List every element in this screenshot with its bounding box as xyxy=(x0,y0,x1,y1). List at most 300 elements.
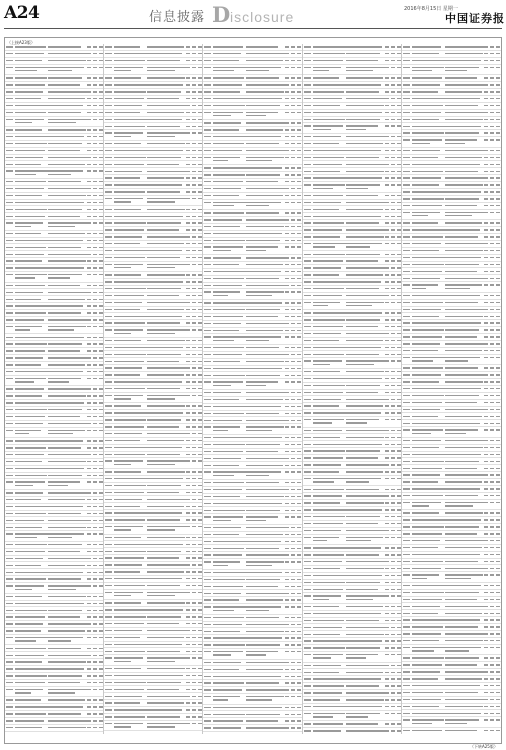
table-row xyxy=(104,279,202,286)
table-row xyxy=(303,220,401,227)
table-row xyxy=(402,603,501,610)
table-row xyxy=(303,75,401,82)
table-row xyxy=(5,414,103,421)
table-row xyxy=(5,148,103,155)
table-row xyxy=(104,338,202,345)
table-row xyxy=(104,286,202,293)
table-row xyxy=(104,541,202,548)
table-row xyxy=(5,341,103,348)
table-row xyxy=(5,155,103,162)
table-row xyxy=(402,386,501,393)
table-row xyxy=(203,172,301,179)
table-row xyxy=(203,590,301,597)
table-row xyxy=(203,44,301,51)
table-row xyxy=(402,572,501,583)
table-row xyxy=(402,617,501,624)
page-number: A24 xyxy=(4,3,40,23)
table-row xyxy=(303,376,401,383)
table-row xyxy=(203,51,301,58)
table-row xyxy=(303,410,401,417)
table-row xyxy=(104,707,202,714)
table-row xyxy=(104,655,202,666)
table-row xyxy=(5,393,103,400)
table-row xyxy=(104,445,202,452)
table-row xyxy=(203,462,301,469)
table-row xyxy=(303,200,401,207)
table-row xyxy=(402,372,501,379)
table-row xyxy=(5,666,103,673)
table-row xyxy=(203,96,301,103)
table-row xyxy=(402,690,501,697)
table-column xyxy=(104,44,203,734)
table-row xyxy=(402,545,501,552)
table-row xyxy=(303,310,401,317)
header-rule xyxy=(4,28,502,29)
table-row xyxy=(203,725,301,732)
table-row xyxy=(104,535,202,542)
table-row xyxy=(402,182,501,189)
table-row xyxy=(402,210,501,221)
table-row xyxy=(303,141,401,148)
table-row xyxy=(303,521,401,528)
table-row xyxy=(303,566,401,573)
table-row xyxy=(5,732,103,734)
table-row xyxy=(203,141,301,148)
table-row xyxy=(203,366,301,373)
table-row xyxy=(402,638,501,645)
table-row xyxy=(104,569,202,576)
table-row xyxy=(104,590,202,601)
table-row xyxy=(203,649,301,660)
table-row xyxy=(104,248,202,255)
masthead xyxy=(0,0,506,26)
table-row xyxy=(104,255,202,262)
table-row xyxy=(203,642,301,649)
table-row xyxy=(5,687,103,698)
table-row xyxy=(203,379,301,390)
table-row xyxy=(203,514,301,525)
table-row xyxy=(5,334,103,341)
table-row xyxy=(303,383,401,390)
table-row xyxy=(104,358,202,365)
table-row xyxy=(303,721,401,728)
table-row xyxy=(303,65,401,76)
table-row xyxy=(203,276,301,283)
table-row xyxy=(104,510,202,517)
table-row xyxy=(104,241,202,248)
table-row xyxy=(5,680,103,687)
table-row xyxy=(203,559,301,570)
table-row xyxy=(104,130,202,141)
table-row xyxy=(104,524,202,535)
table-row xyxy=(303,618,401,625)
table-row xyxy=(402,479,501,486)
table-row xyxy=(5,428,103,439)
table-row xyxy=(303,573,401,580)
table-row xyxy=(5,421,103,428)
table-row xyxy=(303,338,401,345)
table-row xyxy=(402,196,501,203)
table-row xyxy=(402,662,501,669)
table-row xyxy=(203,244,301,255)
table-row xyxy=(303,272,401,279)
table-row xyxy=(303,206,401,213)
table-row xyxy=(5,75,103,82)
table-row xyxy=(402,327,501,334)
table-row xyxy=(104,673,202,680)
table-row xyxy=(104,327,202,338)
table-row xyxy=(402,538,501,545)
table-row xyxy=(5,82,103,89)
table-row xyxy=(104,372,202,379)
table-row xyxy=(5,466,103,473)
table-row xyxy=(303,51,401,58)
table-row xyxy=(203,345,301,352)
table-row xyxy=(402,524,501,531)
table-row xyxy=(203,615,301,622)
table-row xyxy=(203,314,301,321)
table-row xyxy=(402,452,501,459)
table-row xyxy=(104,607,202,614)
table-row xyxy=(5,231,103,238)
table-row xyxy=(203,193,301,200)
table-row xyxy=(203,300,301,307)
table-row xyxy=(5,44,103,51)
table-row xyxy=(402,168,501,175)
table-row xyxy=(104,438,202,445)
table-row xyxy=(303,286,401,293)
table-row xyxy=(5,303,103,310)
table-row xyxy=(303,500,401,507)
table-row xyxy=(303,175,401,182)
table-row xyxy=(402,676,501,683)
table-row xyxy=(402,268,501,275)
table-row xyxy=(303,580,401,587)
table-row xyxy=(203,507,301,514)
table-row xyxy=(402,420,501,427)
table-row xyxy=(203,224,301,231)
table-row xyxy=(104,642,202,649)
table-row xyxy=(402,123,501,130)
table-row xyxy=(402,348,501,355)
table-row xyxy=(5,355,103,362)
table-row xyxy=(104,82,202,89)
table-row xyxy=(104,44,202,51)
table-row xyxy=(104,75,202,82)
table-row xyxy=(303,117,401,124)
table-row xyxy=(303,123,401,134)
table-row xyxy=(104,182,202,189)
table-row xyxy=(303,493,401,500)
table-row xyxy=(203,200,301,211)
continued-from-note: （上接A23版） xyxy=(7,40,35,45)
table-row xyxy=(402,51,501,58)
table-row xyxy=(104,365,202,372)
table-row xyxy=(5,569,103,576)
table-row xyxy=(203,307,301,314)
table-row xyxy=(5,244,103,251)
table-row xyxy=(104,234,202,241)
table-row xyxy=(203,397,301,404)
table-row xyxy=(402,407,501,414)
table-row xyxy=(104,141,202,148)
table-row xyxy=(203,334,301,345)
table-row xyxy=(104,103,202,110)
table-row xyxy=(303,279,401,286)
table-row xyxy=(104,345,202,352)
table-row xyxy=(402,234,501,241)
table-row xyxy=(203,545,301,552)
table-row xyxy=(203,217,301,224)
table-row xyxy=(104,490,202,497)
table-row xyxy=(104,386,202,393)
table-row xyxy=(303,528,401,535)
table-row xyxy=(402,531,501,538)
table-row xyxy=(5,531,103,542)
table-row xyxy=(104,458,202,469)
table-row xyxy=(303,82,401,89)
table-row xyxy=(5,621,103,628)
table-row xyxy=(5,601,103,608)
table-row xyxy=(104,721,202,732)
table-row xyxy=(5,258,103,265)
table-row xyxy=(402,683,501,690)
table-row xyxy=(303,155,401,162)
table-row xyxy=(402,445,501,452)
table-row xyxy=(402,44,501,51)
table-column xyxy=(203,44,302,734)
table-row xyxy=(203,673,301,680)
table-row xyxy=(402,220,501,227)
table-row xyxy=(303,663,401,670)
table-row xyxy=(104,175,202,182)
table-row xyxy=(402,565,501,572)
table-row xyxy=(203,328,301,335)
table-row xyxy=(402,189,501,196)
table-row xyxy=(104,227,202,234)
table-row xyxy=(104,117,202,124)
table-row xyxy=(402,117,501,124)
table-row xyxy=(104,483,202,490)
table-row xyxy=(402,282,501,293)
table-row xyxy=(104,714,202,721)
table-row xyxy=(5,511,103,518)
table-row xyxy=(203,680,301,687)
table-row xyxy=(402,148,501,155)
table-row xyxy=(5,549,103,556)
table-row xyxy=(303,265,401,272)
table-row xyxy=(203,666,301,673)
table-row xyxy=(303,103,401,110)
table-row xyxy=(203,120,301,127)
table-row xyxy=(303,390,401,397)
table-row xyxy=(203,570,301,577)
table-row xyxy=(5,524,103,531)
table-row xyxy=(303,417,401,428)
table-row xyxy=(203,352,301,359)
table-row xyxy=(5,296,103,303)
table-row xyxy=(402,427,501,438)
table-row xyxy=(402,255,501,262)
table-row xyxy=(303,89,401,96)
table-row xyxy=(303,148,401,155)
table-row xyxy=(104,410,202,417)
table-row xyxy=(203,597,301,604)
table-row xyxy=(104,393,202,404)
table-row xyxy=(5,89,103,96)
table-row xyxy=(402,82,501,89)
continued-to-note: （下转A25版） xyxy=(470,744,498,749)
table-row xyxy=(402,500,501,511)
table-row xyxy=(203,269,301,276)
table-row xyxy=(203,255,301,262)
table-row xyxy=(5,479,103,490)
table-row xyxy=(402,583,501,590)
table-row xyxy=(5,583,103,594)
table-row xyxy=(104,686,202,693)
table-row xyxy=(303,258,401,265)
table-row xyxy=(203,424,301,435)
table-row xyxy=(5,459,103,466)
table-row xyxy=(402,355,501,366)
table-row xyxy=(104,168,202,175)
table-row xyxy=(303,345,401,352)
table-row xyxy=(303,593,401,604)
table-row xyxy=(203,660,301,667)
table-row xyxy=(5,659,103,666)
table-row xyxy=(104,96,202,103)
disclosure-initial: D xyxy=(212,2,231,27)
table-row xyxy=(402,413,501,420)
table-row xyxy=(104,155,202,162)
table-row xyxy=(402,175,501,182)
table-row xyxy=(203,238,301,245)
table-row xyxy=(5,614,103,621)
table-row xyxy=(5,161,103,168)
table-row xyxy=(104,621,202,628)
table-row xyxy=(104,320,202,327)
table-row xyxy=(104,89,202,96)
table-row xyxy=(5,400,103,407)
table-row xyxy=(203,186,301,193)
table-row xyxy=(5,141,103,148)
table-row xyxy=(402,590,501,597)
table-row xyxy=(203,687,301,694)
table-row xyxy=(5,251,103,258)
table-columns xyxy=(5,44,501,734)
table-row xyxy=(303,241,401,252)
table-row xyxy=(203,628,301,635)
table-row xyxy=(203,487,301,494)
table-row xyxy=(203,532,301,539)
table-column xyxy=(303,44,402,734)
table-row xyxy=(203,480,301,487)
table-row xyxy=(402,155,501,162)
table-row xyxy=(203,449,301,456)
table-row xyxy=(203,58,301,65)
table-row xyxy=(203,525,301,532)
table-row xyxy=(402,493,501,500)
table-row xyxy=(203,469,301,480)
table-row xyxy=(203,442,301,449)
table-row xyxy=(5,348,103,355)
table-row xyxy=(402,379,501,386)
table-row xyxy=(303,134,401,141)
table-row xyxy=(203,75,301,82)
table-row xyxy=(402,631,501,638)
table-row xyxy=(203,165,301,172)
table-row xyxy=(303,697,401,704)
table-row xyxy=(5,607,103,614)
table-row xyxy=(303,476,401,487)
table-row xyxy=(5,635,103,646)
table-row xyxy=(203,455,301,462)
table-row xyxy=(303,669,401,676)
table-row xyxy=(203,390,301,397)
table-row xyxy=(303,213,401,220)
table-row xyxy=(5,407,103,414)
table-row xyxy=(303,293,401,300)
table-row xyxy=(203,711,301,718)
table-row xyxy=(104,469,202,476)
table-row xyxy=(5,96,103,103)
table-row xyxy=(303,552,401,559)
table-row xyxy=(5,704,103,711)
table-row xyxy=(5,324,103,335)
table-row xyxy=(303,604,401,611)
table-row xyxy=(303,690,401,697)
table-row xyxy=(402,334,501,341)
table-row xyxy=(5,127,103,134)
table-row xyxy=(104,403,202,410)
table-row xyxy=(303,317,401,324)
table-row xyxy=(104,548,202,555)
table-row xyxy=(5,58,103,65)
table-row xyxy=(104,307,202,314)
table-row xyxy=(402,75,501,82)
table-row xyxy=(402,717,501,728)
table-row xyxy=(303,448,401,455)
table-row xyxy=(303,351,401,358)
table-row xyxy=(303,711,401,722)
table-row xyxy=(5,103,103,110)
table-row xyxy=(5,517,103,524)
table-row xyxy=(104,648,202,655)
table-row xyxy=(402,300,501,307)
table-row xyxy=(5,179,103,186)
table-row xyxy=(402,96,501,103)
table-row xyxy=(203,179,301,186)
table-row xyxy=(5,317,103,324)
table-row xyxy=(303,168,401,175)
table-row xyxy=(402,728,501,734)
table-row xyxy=(402,227,501,234)
table-row xyxy=(203,283,301,290)
table-row xyxy=(104,272,202,279)
table-row xyxy=(402,400,501,407)
table-row xyxy=(402,710,501,717)
table-row xyxy=(203,622,301,629)
table-row xyxy=(402,110,501,117)
table-row xyxy=(104,583,202,590)
table-row xyxy=(203,732,301,734)
table-row xyxy=(203,321,301,328)
table-row xyxy=(5,65,103,76)
table-row xyxy=(104,351,202,358)
table-row xyxy=(203,372,301,379)
table-row xyxy=(303,331,401,338)
table-row xyxy=(5,117,103,128)
